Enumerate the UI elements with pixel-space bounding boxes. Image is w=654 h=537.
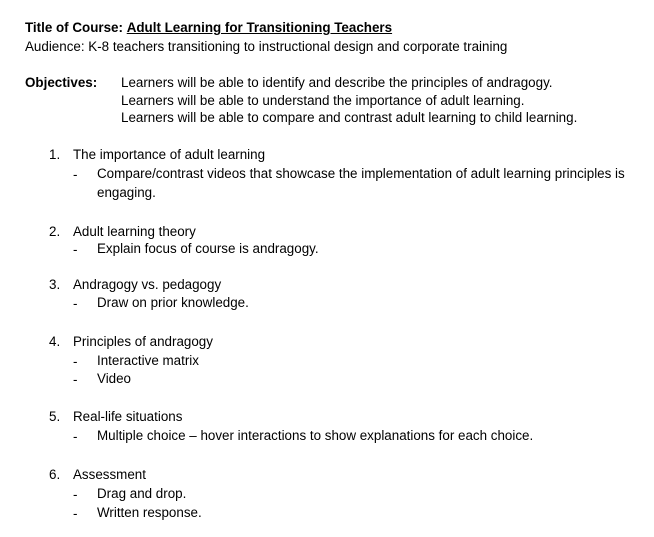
objective-item: Learners will be able to identify and describe the principles of andragogy.: [121, 75, 553, 90]
objective-item: Learners will be able to compare and contrast adult learning to child learning.: [121, 110, 578, 125]
section-number: 4.: [49, 334, 61, 349]
section-number: 3.: [49, 277, 61, 292]
section-heading: Adult learning theory: [73, 224, 196, 239]
bullet-text: Drag and drop.: [97, 486, 187, 501]
section-heading: Principles of andragogy: [73, 334, 213, 349]
bullet-text: Interactive matrix: [97, 353, 199, 368]
course-title-value: Adult Learning for Transitioning Teachers: [126, 20, 393, 35]
bullet-dash: -: [73, 296, 78, 311]
bullet-text: Compare/contrast videos that showcase the implementation of adult learning principles is: [97, 166, 625, 181]
section-heading: Real-life situations: [73, 409, 183, 424]
bullet-dash: -: [73, 167, 78, 182]
section-number: 5.: [49, 409, 61, 424]
section-number: 2.: [49, 224, 61, 239]
course-title-label: Title of Course:: [25, 20, 123, 35]
section-heading: The importance of adult learning: [73, 147, 266, 162]
bullet-dash: -: [73, 487, 78, 502]
course-title-line: [25, 18, 392, 37]
bullet-dash: -: [73, 429, 78, 444]
objective-item: Learners will be able to understand the importance of adult learning.: [121, 93, 525, 108]
bullet-dash: -: [73, 372, 78, 387]
section-number: 6.: [49, 467, 61, 482]
bullet-text: Video: [97, 371, 132, 386]
audience-line: Audience: K-8 teachers transitioning to instructional design and corporate training: [25, 39, 508, 54]
section-heading: Assessment: [73, 467, 146, 482]
section-heading: Andragogy vs. pedagogy: [73, 277, 222, 292]
section-number: 1.: [49, 147, 61, 162]
bullet-dash: -: [73, 354, 78, 369]
bullet-text: Multiple choice – hover interactions to show explanations for each choice.: [97, 428, 534, 443]
bullet-dash: -: [73, 242, 78, 257]
bullet-text-continued: engaging.: [97, 185, 156, 200]
bullet-text: Draw on prior knowledge.: [97, 295, 249, 310]
bullet-dash: -: [73, 506, 78, 521]
bullet-text: Written response.: [97, 505, 202, 520]
bullet-text: Explain focus of course is andragogy.: [97, 241, 319, 256]
objectives-label: Objectives:: [25, 75, 98, 90]
